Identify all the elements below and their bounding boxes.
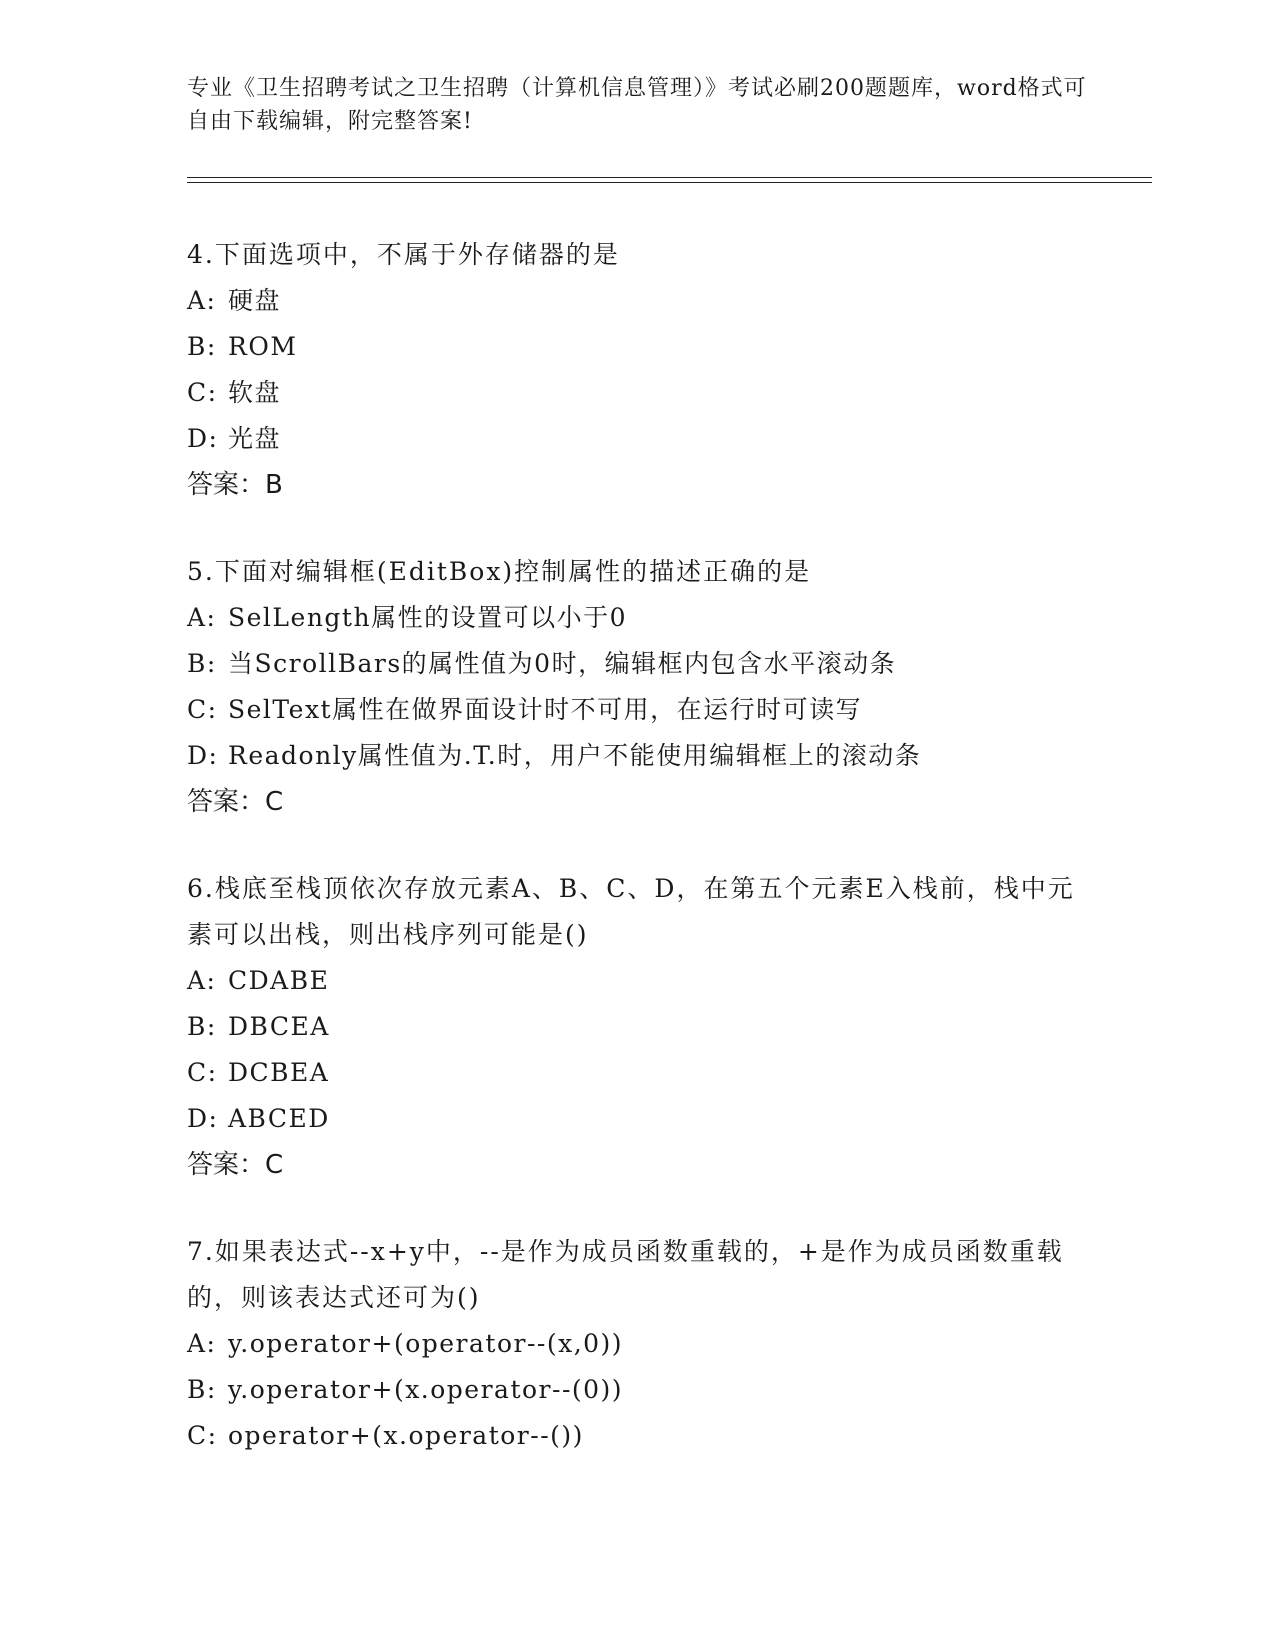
option-b <box>187 1367 1087 1413</box>
option-key: D: <box>187 424 219 453</box>
header-divider-bottom <box>187 182 1152 183</box>
option-text: y.operator+(operator--(x,0)) <box>228 1329 624 1358</box>
option-text: SelLength属性的设置可以小于0 <box>228 603 627 632</box>
header-divider-top <box>187 177 1152 178</box>
option-text: DBCEA <box>228 1012 330 1041</box>
question-stem: 4.下面选项中，不属于外存储器的是 <box>187 240 620 269</box>
option-text: y.operator+(x.operator--(0)) <box>228 1375 624 1404</box>
option-a <box>187 1321 1087 1367</box>
option-key: A: <box>187 603 217 632</box>
option-b <box>187 324 1087 370</box>
option-d <box>187 416 1087 462</box>
option-text: ROM <box>228 332 298 361</box>
option-text: DCBEA <box>228 1058 330 1087</box>
option-d <box>187 1096 1087 1142</box>
answer-line: 答案：C <box>187 787 284 817</box>
option-a <box>187 278 1087 324</box>
question-6 <box>187 866 1087 1188</box>
option-a <box>187 958 1087 1004</box>
option-text: 光盘 <box>228 424 282 453</box>
option-text: CDABE <box>228 966 330 995</box>
answer-line: 答案：C <box>187 1150 284 1180</box>
option-c <box>187 1413 1087 1459</box>
option-key: B: <box>187 1012 217 1041</box>
question-7 <box>187 1229 1087 1459</box>
option-key: B: <box>187 649 217 678</box>
option-key: A: <box>187 286 217 315</box>
option-text: 硬盘 <box>228 286 282 315</box>
option-text: 当ScrollBars的属性值为0时，编辑框内包含水平滚动条 <box>228 649 897 678</box>
option-b <box>187 1004 1087 1050</box>
question-stem: 7.如果表达式--x+y中，--是作为成员函数重载的，+是作为成员函数重载的，则该表达式还可为() <box>187 1237 1064 1312</box>
option-key: C: <box>187 695 218 724</box>
option-key: A: <box>187 1329 217 1358</box>
option-key: A: <box>187 966 217 995</box>
option-text: ABCED <box>228 1104 330 1133</box>
question-5 <box>187 549 1087 825</box>
option-c <box>187 370 1087 416</box>
option-key: C: <box>187 1421 218 1450</box>
option-text: operator+(x.operator--()) <box>228 1421 584 1450</box>
option-key: D: <box>187 1104 219 1133</box>
option-c <box>187 687 1087 733</box>
option-c <box>187 1050 1087 1096</box>
page-header-title: 专业《卫生招聘考试之卫生招聘（计算机信息管理）》考试必刷200题题库，word格式可自由下载编辑，附完整答案! <box>187 76 1087 134</box>
question-stem: 6.栈底至栈顶依次存放元素A、B、C、D，在第五个元素E入栈前，栈中元素可以出栈，则出栈序列可能是() <box>187 874 1075 949</box>
option-key: B: <box>187 332 217 361</box>
question-list <box>187 232 1087 1500</box>
option-b <box>187 641 1087 687</box>
answer-line: 答案：B <box>187 470 283 500</box>
question-stem: 5.下面对编辑框(EditBox)控制属性的描述正确的是 <box>187 557 812 586</box>
option-key: D: <box>187 741 219 770</box>
option-key: C: <box>187 378 218 407</box>
option-d <box>187 733 1087 779</box>
option-text: 软盘 <box>228 378 282 407</box>
option-text: SelText属性在做界面设计时不可用，在运行时可读写 <box>228 695 863 724</box>
option-key: B: <box>187 1375 217 1404</box>
option-key: C: <box>187 1058 218 1087</box>
option-text: Readonly属性值为.T.时，用户不能使用编辑框上的滚动条 <box>228 741 922 770</box>
question-4 <box>187 232 1087 508</box>
option-a <box>187 595 1087 641</box>
